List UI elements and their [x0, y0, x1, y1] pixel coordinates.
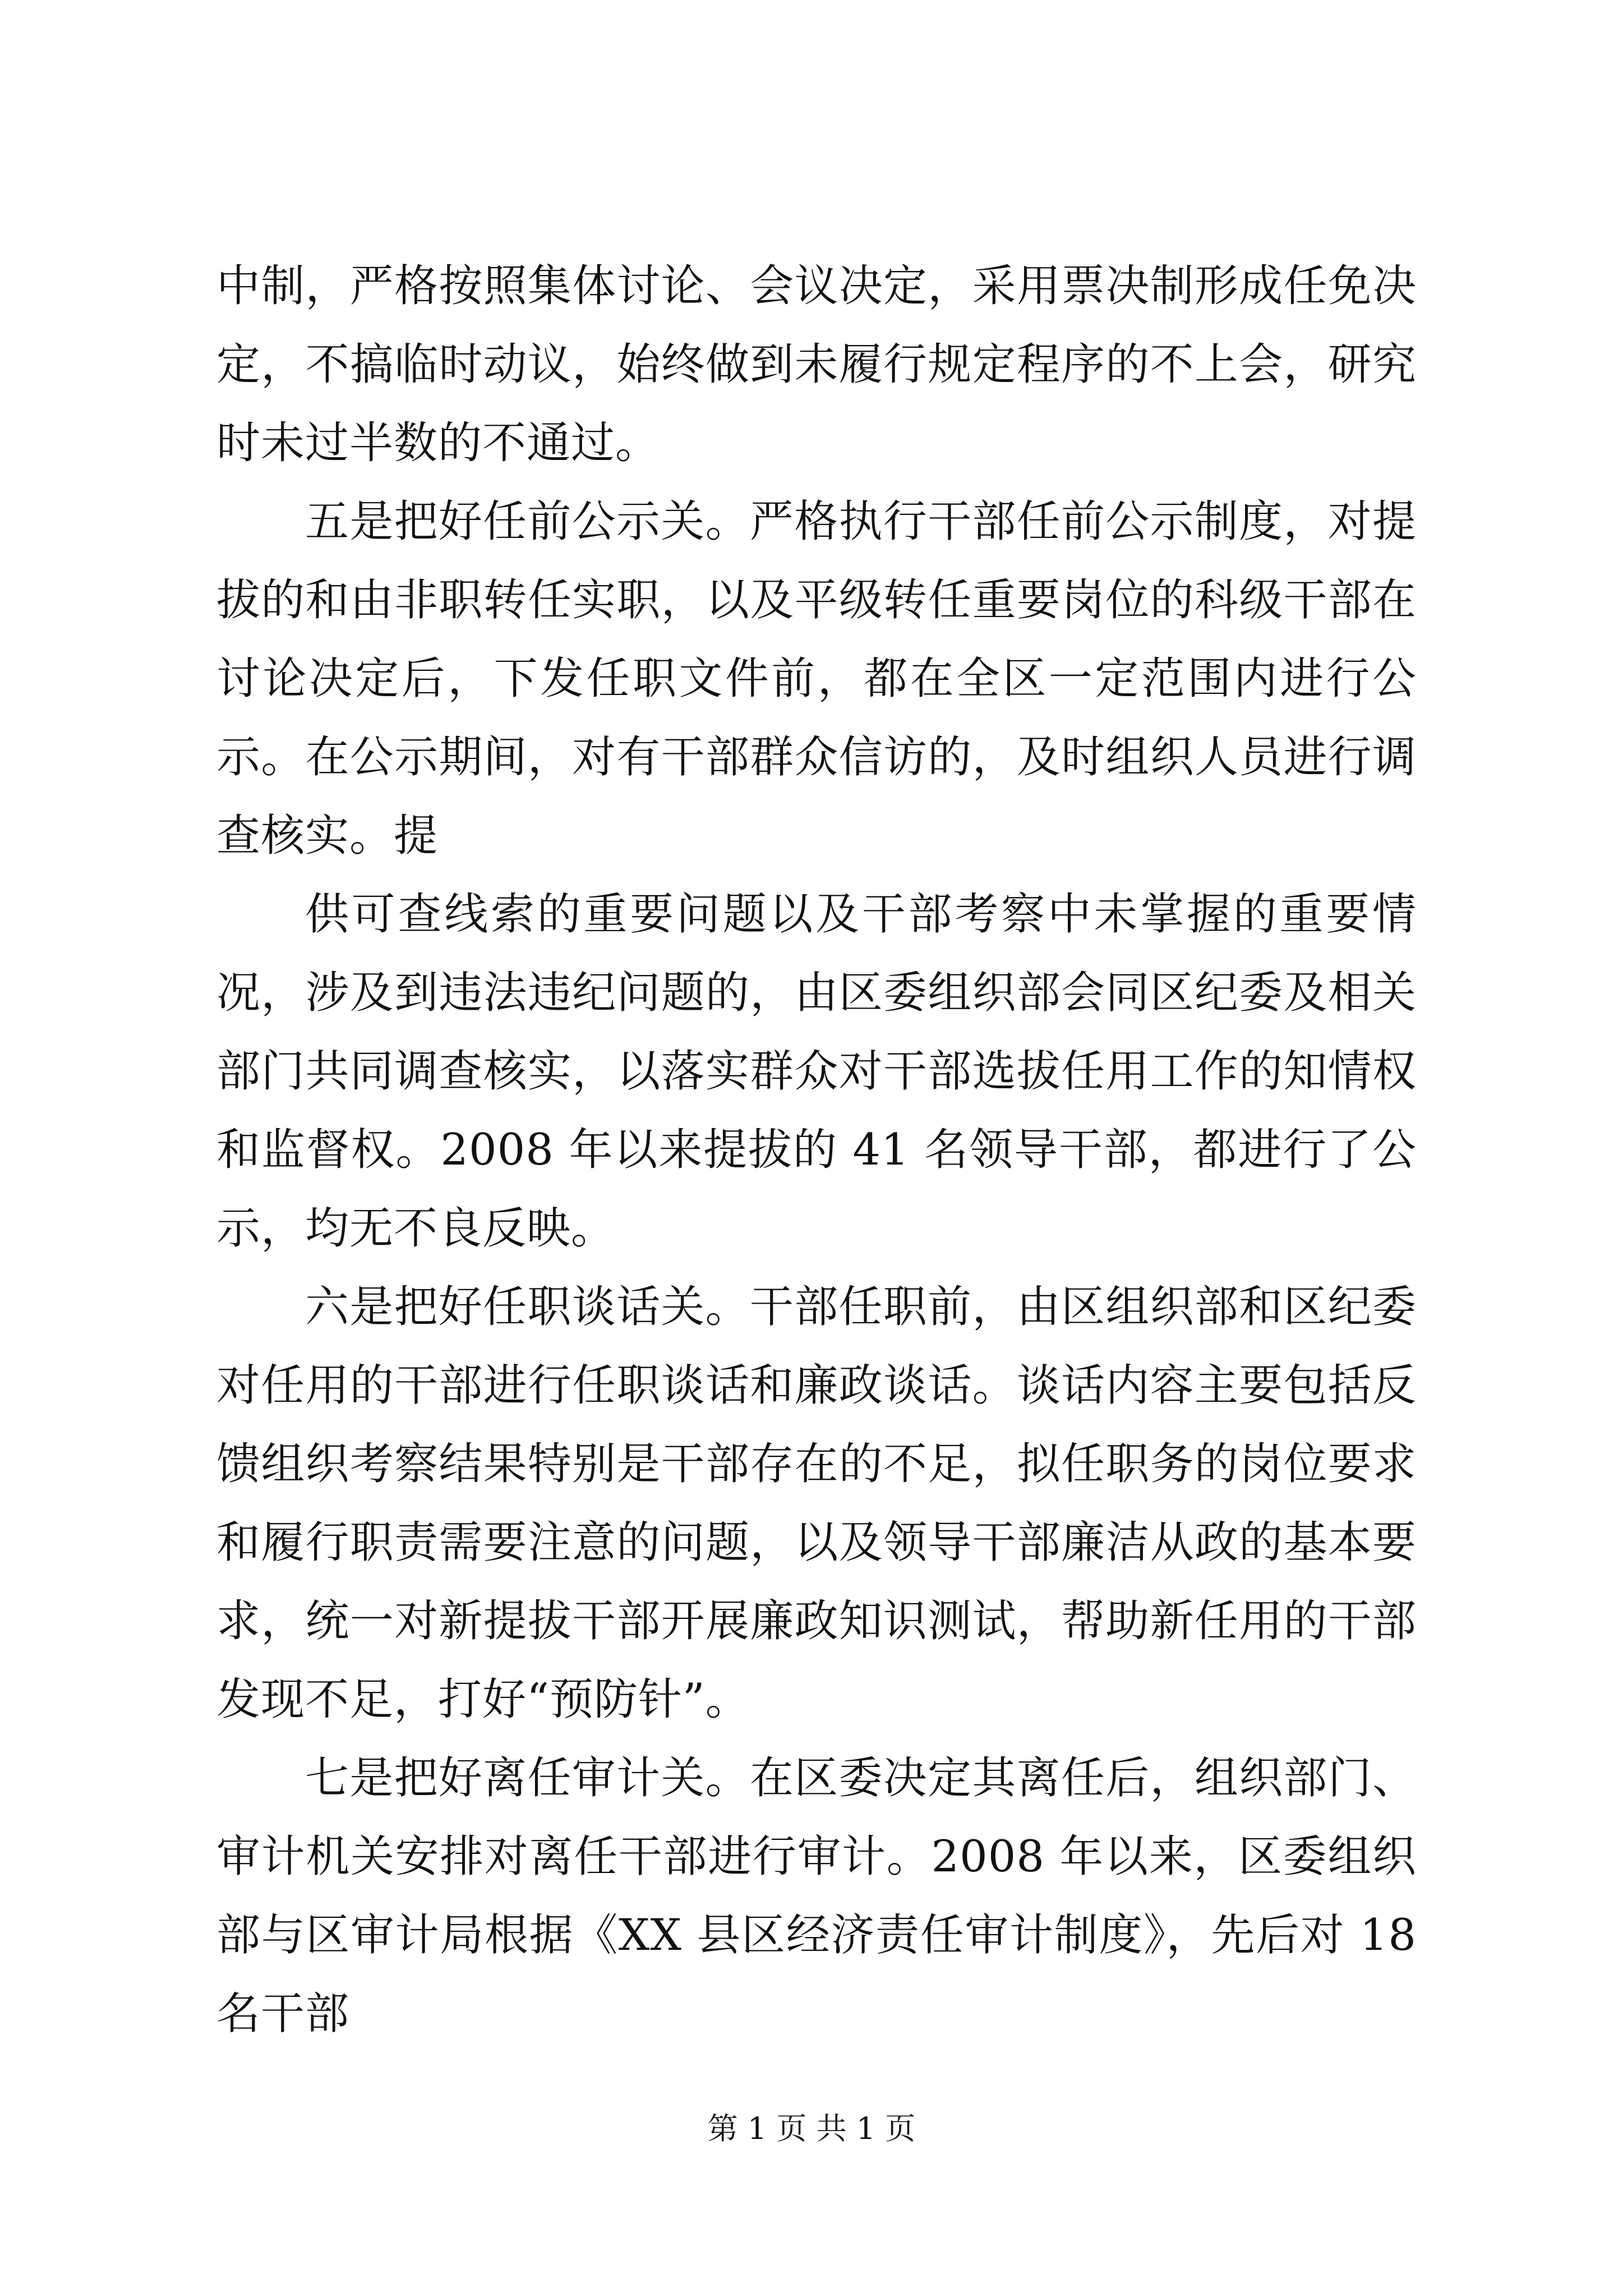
document-body [216, 247, 1417, 2053]
paragraph-seven: 七是把好离任审计关。在区委决定其离任后，组织部门、审计机关安排对离任干部进行审计。2008 年以来，区委组织部与区审计局根据《XX 县区经济责任审计制度》，先后对 18 名干部 [216, 1753, 1417, 2039]
paragraph-five-continued: 供可查线索的重要问题以及干部考察中未掌握的重要情况，涉及到违法违纪问题的，由区委组织部会同区纪委及相关部门共同调查核实，以落实群众对干部选拔任用工作的知情权和监督权。2008 年以来提拔的 41 名领导干部，都进行了公示，均无不良反映。 [216, 889, 1417, 1254]
paragraph-five: 五是把好任前公示关。严格执行干部任前公示制度，对提拔的和由非职转任实职，以及平级转任重要岗位的科级干部在讨论决定后，下发任职文件前，都在全区一定范围内进行公示。在公示期间，对有干部群众信访的，及时组织人员进行调查核实。提 [216, 496, 1417, 861]
page-number-footer: 第 1 页 共 1 页 [707, 2111, 916, 2146]
paragraph-six: 六是把好任职谈话关。干部任职前，由区组织部和区纪委对任用的干部进行任职谈话和廉政谈话。谈话内容主要包括反馈组织考察结果特别是干部存在的不足，拟任职务的岗位要求和履行职责需要注意的问题，以及领导干部廉洁从政的基本要求，统一对新提拔干部开展廉政知识测试，帮助新任用的干部发现不足，打好“预防针”。 [216, 1282, 1417, 1725]
paragraph-continuation: 中制，严格按照集体讨论、会议决定，采用票决制形成任免决定，不搞临时动议，始终做到未履行规定程序的不上会，研究时未过半数的不通过。 [216, 261, 1417, 468]
